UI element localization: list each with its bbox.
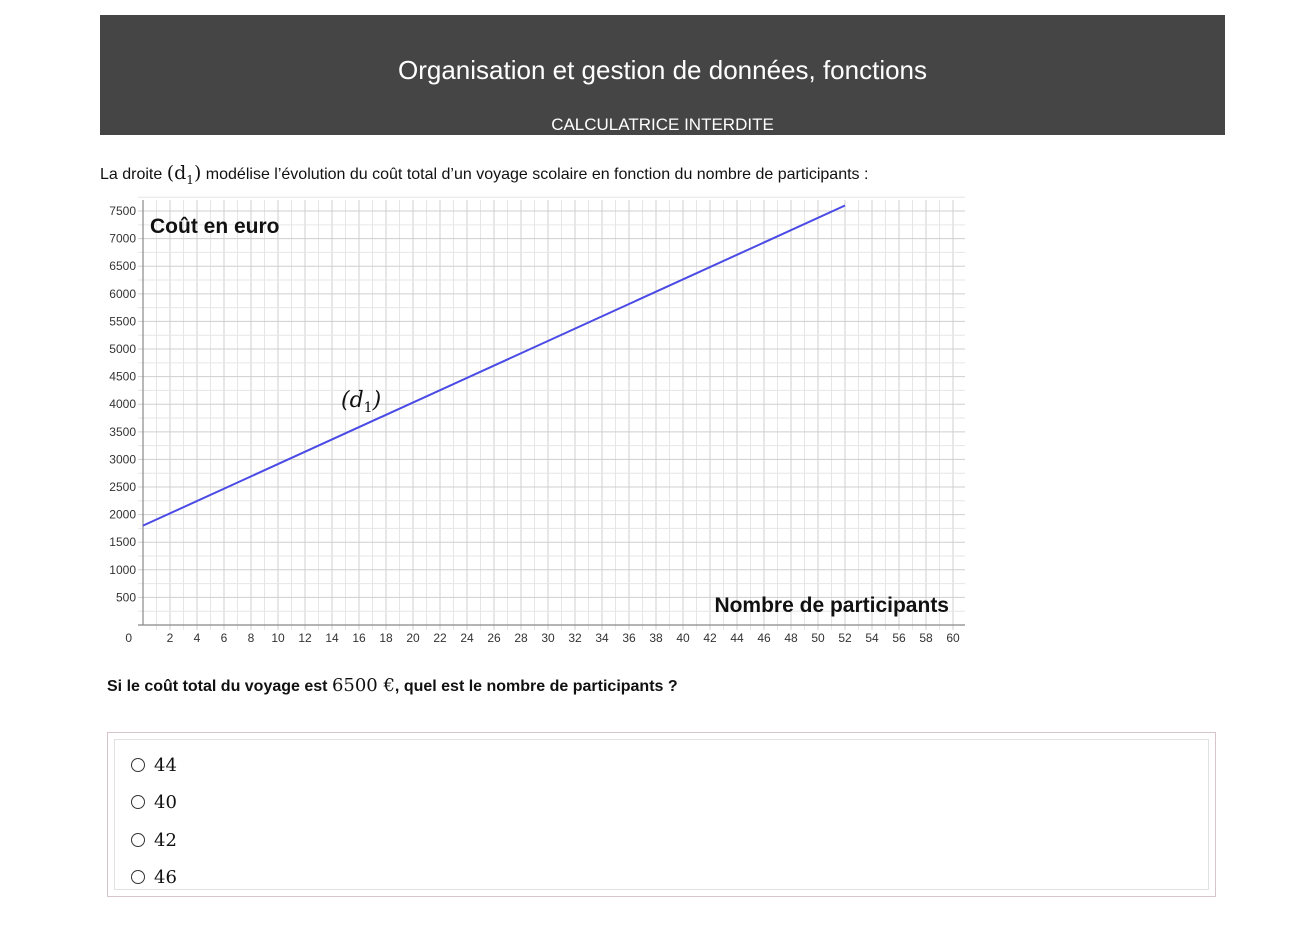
x-tick-label: 6: [220, 631, 228, 645]
intro-after: modélise l’évolution du coût total d’un voyage scolaire en fonction du nombre de participants :: [201, 166, 869, 183]
x-tick-label: 8: [247, 631, 255, 645]
intro-before: La droite: [100, 166, 167, 183]
x-tick-label: 48: [784, 631, 798, 645]
y-tick-label: 3500: [109, 424, 136, 439]
x-tick-label: 32: [568, 631, 582, 645]
y-tick-label: 2000: [109, 507, 136, 522]
x-tick-label: 38: [649, 631, 663, 645]
x-axis-label: Nombre de participants: [714, 594, 949, 617]
x-tick-label: 60: [946, 631, 960, 645]
option-1[interactable]: [131, 753, 177, 777]
page-subtitle: CALCULATRICE INTERDITE: [551, 115, 774, 134]
option-3[interactable]: [131, 828, 177, 852]
y-tick-label: 4500: [109, 369, 136, 384]
x-tick-label: 22: [433, 631, 447, 645]
radio-button[interactable]: [131, 795, 145, 809]
option-label: 44: [154, 754, 177, 776]
question-text: Si le coût total du voyage est 6500 €, quel est le nombre de participants ?: [107, 675, 678, 696]
y-tick-label: 1500: [109, 535, 136, 550]
origin-label: 0: [125, 631, 132, 645]
y-tick-label: 1000: [109, 562, 136, 577]
x-tick-label: 34: [595, 631, 609, 645]
x-tick-label: 46: [757, 631, 771, 645]
x-tick-label: 50: [811, 631, 825, 645]
radio-button[interactable]: [131, 833, 145, 847]
y-tick-label: 6000: [109, 286, 136, 301]
option-label: 42: [154, 829, 177, 851]
y-tick-label: 2500: [109, 480, 136, 495]
x-tick-label: 56: [892, 631, 906, 645]
x-tick-label: 10: [271, 631, 285, 645]
option-4[interactable]: [131, 865, 177, 889]
x-tick-label: 30: [541, 631, 555, 645]
series-label-d1: $(d_1)$: [341, 388, 382, 416]
x-tick-label: 52: [838, 631, 852, 645]
cost-chart: [98, 195, 978, 655]
x-tick-label: 44: [730, 631, 744, 645]
y-axis-label: Coût en euro: [150, 215, 280, 238]
x-tick-label: 40: [676, 631, 690, 645]
question-value: 6500 €: [331, 675, 395, 696]
x-tick-label: 4: [193, 631, 201, 645]
answers-box: [107, 732, 1216, 897]
x-tick-label: 18: [379, 631, 393, 645]
option-2[interactable]: [131, 790, 177, 814]
intro-line-name: $(d_1)$: [166, 162, 202, 187]
x-tick-label: 58: [919, 631, 933, 645]
x-tick-label: 14: [325, 631, 339, 645]
y-tick-label: 3000: [109, 452, 136, 467]
x-tick-label: 16: [352, 631, 366, 645]
answers-inner: [114, 739, 1209, 890]
x-tick-label: 24: [460, 631, 474, 645]
y-tick-label: 7500: [109, 204, 136, 219]
x-tick-label: 54: [865, 631, 879, 645]
intro-text: [100, 160, 868, 193]
x-tick-label: 20: [406, 631, 420, 645]
page-title: Organisation et gestion de données, fonctions: [397, 55, 928, 85]
option-label: 40: [154, 791, 177, 813]
x-tick-label: 26: [487, 631, 501, 645]
y-tick-label: 500: [115, 590, 136, 605]
y-tick-label: 7000: [109, 231, 136, 246]
page-header: [100, 15, 1225, 135]
x-tick-label: 2: [166, 631, 174, 645]
y-tick-label: 5500: [109, 314, 136, 329]
option-label: 46: [154, 866, 177, 888]
y-tick-label: 4000: [109, 397, 136, 412]
y-tick-label: 5000: [109, 342, 136, 357]
radio-button[interactable]: [131, 758, 145, 772]
y-tick-label: 6500: [109, 259, 136, 274]
x-tick-label: 28: [514, 631, 528, 645]
x-tick-label: 36: [622, 631, 636, 645]
x-tick-label: 12: [298, 631, 312, 645]
radio-button[interactable]: [131, 870, 145, 884]
x-tick-label: 42: [703, 631, 717, 645]
